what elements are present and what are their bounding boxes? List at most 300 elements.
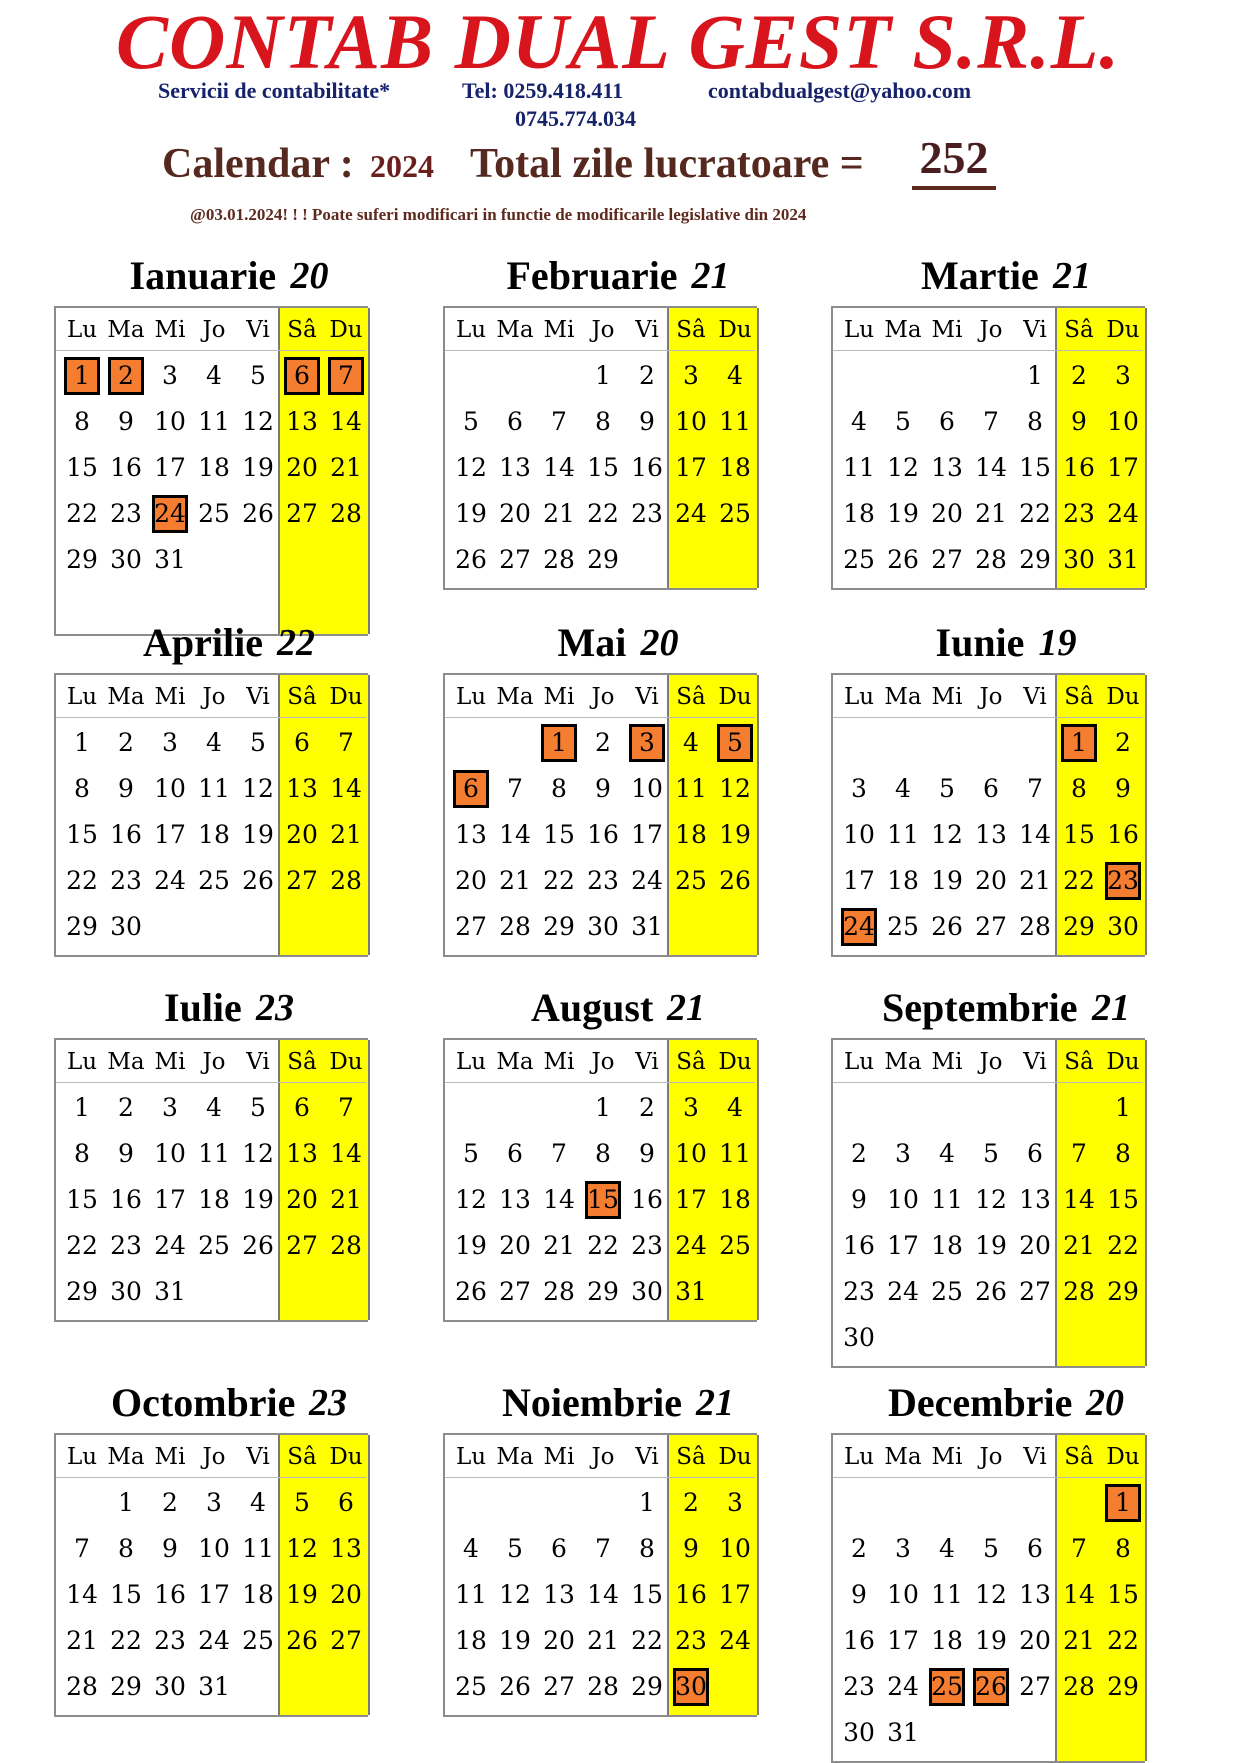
day-cell: 8 [595,1139,611,1168]
day-cell: 12 [455,1185,487,1214]
day-cell: 27 [499,545,531,574]
phone2-text: 0745.774.034 [515,106,636,131]
weekday-header: Jo [591,684,615,710]
day-cell: 18 [242,1580,274,1609]
day-cell: 13 [543,1580,575,1609]
weekday-header: Du [329,684,363,710]
weekday-header: Vi [246,684,270,710]
header-divider [833,717,1143,718]
day-cell: 25 [675,866,707,895]
day-cell: 29 [543,912,575,941]
weekday-header: Mi [931,684,963,710]
day-cell: 18 [198,820,230,849]
weekday-header: Jo [979,1444,1003,1470]
weekday-header: Du [329,1444,363,1470]
day-cell: 30 [631,1277,663,1306]
day-cell: 5 [983,1534,999,1563]
day-cell: 18 [719,1185,751,1214]
day-cell: 4 [250,1488,266,1517]
day-cell: 7 [1071,1534,1087,1563]
weekday-header: Lu [455,1444,487,1470]
day-cell: 22 [587,1231,619,1260]
day-cell: 6 [338,1488,354,1517]
day-cell: 16 [843,1626,875,1655]
weekday-header: Mi [154,684,186,710]
day-cell: 28 [330,1231,362,1260]
day-cell: 9 [118,407,134,436]
weekday-header: Ma [107,1444,145,1470]
header-divider [56,1477,366,1478]
day-cell: 18 [887,866,919,895]
day-cell: 13 [1019,1580,1051,1609]
weekday-header: Jo [202,1049,226,1075]
day-cell: 27 [286,1231,318,1260]
day-cell: 29 [587,545,619,574]
day-cell: 2 [1071,361,1087,390]
day-cell: 19 [242,1185,274,1214]
holiday-day: 6 [463,774,479,803]
day-cell: 16 [1107,820,1139,849]
day-cell: 24 [1107,499,1139,528]
day-cell: 4 [939,1534,955,1563]
phone-text: Tel: 0259.418.411 [462,78,624,103]
holiday-day: 15 [587,1185,619,1214]
weekday-header: Jo [591,317,615,343]
day-cell: 19 [975,1231,1007,1260]
weekday-header: Ma [107,317,145,343]
day-cell: 2 [118,728,134,757]
day-cell: 4 [463,1534,479,1563]
day-cell: 29 [66,545,98,574]
day-cell: 4 [206,361,222,390]
day-cell: 17 [1107,453,1139,482]
day-cell: 16 [631,1185,663,1214]
day-cell: 19 [242,453,274,482]
day-cell: 4 [939,1139,955,1168]
day-cell: 3 [851,774,867,803]
day-cell: 17 [154,1185,186,1214]
weekday-header: Ma [884,317,922,343]
day-cell: 17 [631,820,663,849]
holiday-day: 1 [74,361,90,390]
weekday-header: Mi [543,1444,575,1470]
header-divider [833,1477,1143,1478]
day-cell: 5 [895,407,911,436]
day-cell: 24 [887,1672,919,1701]
day-cell: 11 [198,774,230,803]
day-cell: 26 [719,866,751,895]
day-cell: 28 [543,545,575,574]
day-cell: 16 [1063,453,1095,482]
day-cell: 14 [543,1185,575,1214]
day-cell: 24 [154,866,186,895]
day-cell: 9 [1115,774,1131,803]
month-workday-count: 20 [1086,1382,1124,1424]
month-title: Mai [557,620,627,665]
day-cell: 8 [1115,1534,1131,1563]
day-cell: 15 [1063,820,1095,849]
weekday-header: Lu [66,684,98,710]
day-cell: 12 [242,1139,274,1168]
day-cell: 16 [110,1185,142,1214]
day-cell: 19 [931,866,963,895]
day-cell: 13 [1019,1185,1051,1214]
day-cell: 20 [286,820,318,849]
weekday-header: Du [718,317,752,343]
month-table [54,673,368,957]
day-cell: 19 [499,1626,531,1655]
day-cell: 9 [851,1580,867,1609]
day-cell: 4 [727,1093,743,1122]
month-title: Septembrie [882,985,1078,1030]
month-table [54,306,368,636]
day-cell: 14 [1063,1185,1095,1214]
weekday-header: Sâ [1064,1444,1094,1470]
day-cell: 14 [543,453,575,482]
day-cell: 20 [286,1185,318,1214]
day-cell: 20 [1019,1231,1051,1260]
weekday-header: Ma [107,684,145,710]
weekday-header: Ma [496,1444,534,1470]
day-cell: 24 [198,1626,230,1655]
day-cell: 18 [843,499,875,528]
day-cell: 1 [74,1093,90,1122]
day-cell: 23 [110,499,142,528]
day-cell: 29 [110,1672,142,1701]
weekday-header: Jo [202,317,226,343]
weekday-header: Mi [931,1049,963,1075]
email-text: contabdualgest@yahoo.com [708,78,972,103]
day-cell: 16 [110,453,142,482]
day-cell: 30 [110,912,142,941]
weekday-header: Jo [202,684,226,710]
weekday-header: Jo [979,684,1003,710]
day-cell: 17 [154,453,186,482]
day-cell: 8 [74,1139,90,1168]
day-cell: 18 [198,1185,230,1214]
weekday-header: Du [718,684,752,710]
day-cell: 13 [286,774,318,803]
day-cell: 7 [551,1139,567,1168]
day-cell: 24 [675,1231,707,1260]
day-cell: 17 [154,820,186,849]
day-cell: 23 [110,866,142,895]
day-cell: 13 [975,820,1007,849]
day-cell: 18 [198,453,230,482]
day-cell: 2 [851,1139,867,1168]
weekday-header: Vi [1023,317,1047,343]
services-text: Servicii de contabilitate* [158,78,391,103]
month-workday-count: 21 [667,987,705,1029]
day-cell: 10 [675,407,707,436]
day-cell: 20 [931,499,963,528]
day-cell: 20 [975,866,1007,895]
header-divider [445,350,755,351]
weekday-header: Du [1106,1444,1140,1470]
day-cell: 10 [675,1139,707,1168]
day-cell: 29 [1019,545,1051,574]
day-cell: 10 [154,407,186,436]
weekday-header: Sâ [676,684,706,710]
day-cell: 27 [330,1626,362,1655]
day-cell: 1 [595,1093,611,1122]
weekday-header: Ma [496,1049,534,1075]
weekday-header: Jo [591,1444,615,1470]
day-cell: 10 [154,774,186,803]
day-cell: 18 [455,1626,487,1655]
day-cell: 28 [499,912,531,941]
day-cell: 27 [455,912,487,941]
day-cell: 22 [1107,1626,1139,1655]
day-cell: 31 [154,545,186,574]
day-cell: 19 [455,1231,487,1260]
day-cell: 7 [74,1534,90,1563]
weekday-header: Lu [843,684,875,710]
weekday-header: Vi [1023,1444,1047,1470]
day-cell: 18 [931,1231,963,1260]
day-cell: 14 [66,1580,98,1609]
day-cell: 18 [931,1626,963,1655]
day-cell: 6 [1027,1139,1043,1168]
weekday-header: Vi [1023,1049,1047,1075]
day-cell: 21 [1063,1626,1095,1655]
month-workday-count: 21 [1092,987,1130,1029]
day-cell: 17 [887,1626,919,1655]
day-cell: 21 [330,820,362,849]
month-table [443,1433,757,1717]
day-cell: 5 [250,361,266,390]
header-divider [833,1082,1143,1083]
day-cell: 23 [587,866,619,895]
day-cell: 5 [463,407,479,436]
day-cell: 4 [895,774,911,803]
day-cell: 12 [975,1185,1007,1214]
day-cell: 26 [455,1277,487,1306]
day-cell: 28 [587,1672,619,1701]
weekday-header: Jo [591,1049,615,1075]
day-cell: 12 [719,774,751,803]
day-cell: 3 [1115,361,1131,390]
day-cell: 10 [154,1139,186,1168]
weekday-header: Du [1106,684,1140,710]
day-cell: 5 [983,1139,999,1168]
day-cell: 22 [66,499,98,528]
day-cell: 6 [507,407,523,436]
day-cell: 16 [843,1231,875,1260]
day-cell: 27 [931,545,963,574]
day-cell: 24 [675,499,707,528]
day-cell: 27 [499,1277,531,1306]
day-cell: 30 [1063,545,1095,574]
day-cell: 13 [286,407,318,436]
total-value: 252 [912,130,996,190]
weekday-header: Lu [66,317,98,343]
day-cell: 11 [843,453,875,482]
day-cell: 27 [543,1672,575,1701]
day-cell: 19 [286,1580,318,1609]
month-table [443,306,757,590]
day-cell: 21 [1063,1231,1095,1260]
weekday-header: Vi [635,684,659,710]
company-name: CONTAB DUAL GEST S.R.L. [116,0,1120,85]
day-cell: 8 [1027,407,1043,436]
day-cell: 31 [887,1718,919,1747]
notice-text: @03.01.2024! ! ! Poate suferi modificari in functie de modificarile legislative din 2024 [190,205,807,224]
day-cell: 10 [198,1534,230,1563]
day-cell: 3 [162,1093,178,1122]
day-cell: 22 [587,499,619,528]
month-title: Iunie [935,620,1025,665]
month-table [443,1038,757,1322]
day-cell: 28 [1019,912,1051,941]
day-cell: 26 [242,499,274,528]
day-cell: 9 [1071,407,1087,436]
day-cell: 17 [719,1580,751,1609]
day-cell: 12 [931,820,963,849]
holiday-day: 1 [1071,728,1087,757]
weekday-header: Sâ [287,1049,317,1075]
day-cell: 23 [843,1277,875,1306]
day-cell: 15 [1107,1580,1139,1609]
day-cell: 5 [939,774,955,803]
holiday-day: 24 [843,912,875,941]
holiday-day: 1 [551,728,567,757]
month-table [443,673,757,957]
day-cell: 11 [887,820,919,849]
holiday-day: 6 [294,361,310,390]
day-cell: 27 [975,912,1007,941]
day-cell: 10 [887,1580,919,1609]
day-cell: 10 [887,1185,919,1214]
day-cell: 11 [719,1139,751,1168]
day-cell: 5 [463,1139,479,1168]
header [0,0,1236,240]
day-cell: 26 [286,1626,318,1655]
day-cell: 10 [631,774,663,803]
day-cell: 17 [675,1185,707,1214]
holiday-day: 5 [727,728,743,757]
month-workday-count: 21 [696,1382,734,1424]
day-cell: 25 [843,545,875,574]
day-cell: 23 [110,1231,142,1260]
weekday-header: Sâ [287,1444,317,1470]
weekday-header: Du [1106,317,1140,343]
day-cell: 2 [851,1534,867,1563]
day-cell: 3 [683,1093,699,1122]
weekday-header: Lu [66,1444,98,1470]
day-cell: 29 [1107,1672,1139,1701]
day-cell: 3 [895,1139,911,1168]
weekday-header: Du [329,317,363,343]
day-cell: 2 [162,1488,178,1517]
weekday-header: Ma [884,684,922,710]
day-cell: 17 [675,453,707,482]
day-cell: 15 [631,1580,663,1609]
day-cell: 11 [719,407,751,436]
day-cell: 3 [162,361,178,390]
day-cell: 21 [975,499,1007,528]
day-cell: 9 [595,774,611,803]
header-divider [56,350,366,351]
day-cell: 26 [887,545,919,574]
day-cell: 6 [1027,1534,1043,1563]
day-cell: 11 [455,1580,487,1609]
calendar-label: Calendar : [162,141,354,187]
holiday-day: 26 [975,1672,1007,1701]
header-divider [445,1477,755,1478]
day-cell: 17 [843,866,875,895]
day-cell: 28 [1063,1672,1095,1701]
day-cell: 21 [499,866,531,895]
weekday-header: Vi [1023,684,1047,710]
month-workday-count: 21 [1053,255,1091,297]
day-cell: 1 [595,361,611,390]
day-cell: 12 [286,1534,318,1563]
day-cell: 14 [330,407,362,436]
day-cell: 30 [587,912,619,941]
weekday-header: Jo [979,1049,1003,1075]
day-cell: 25 [242,1626,274,1655]
month-workday-count: 21 [691,255,730,297]
day-cell: 27 [286,499,318,528]
day-cell: 5 [250,728,266,757]
day-cell: 5 [507,1534,523,1563]
day-cell: 15 [1107,1185,1139,1214]
day-cell: 12 [242,407,274,436]
month-title: Ianuarie [129,253,277,298]
day-cell: 3 [206,1488,222,1517]
day-cell: 25 [887,912,919,941]
day-cell: 13 [286,1139,318,1168]
day-cell: 27 [1019,1277,1051,1306]
day-cell: 29 [66,1277,98,1306]
day-cell: 10 [843,820,875,849]
day-cell: 19 [242,820,274,849]
day-cell: 22 [66,1231,98,1260]
day-cell: 12 [242,774,274,803]
day-cell: 7 [507,774,523,803]
day-cell: 15 [66,1185,98,1214]
day-cell: 30 [1107,912,1139,941]
day-cell: 22 [543,866,575,895]
day-cell: 16 [110,820,142,849]
weekday-header: Vi [635,1049,659,1075]
day-cell: 23 [631,1231,663,1260]
day-cell: 2 [595,728,611,757]
day-cell: 25 [198,499,230,528]
day-cell: 20 [499,1231,531,1260]
day-cell: 2 [639,1093,655,1122]
day-cell: 23 [154,1626,186,1655]
day-cell: 6 [983,774,999,803]
day-cell: 6 [507,1139,523,1168]
day-cell: 31 [631,912,663,941]
day-cell: 17 [198,1580,230,1609]
month-title: Februarie [506,253,678,298]
day-cell: 1 [1027,361,1043,390]
weekday-header: Lu [455,684,487,710]
weekday-header: Lu [843,317,875,343]
day-cell: 20 [499,499,531,528]
weekday-header: Ma [496,317,534,343]
day-cell: 29 [66,912,98,941]
day-cell: 31 [1107,545,1139,574]
day-cell: 14 [1019,820,1051,849]
weekday-header: Lu [66,1049,98,1075]
header-divider [56,717,366,718]
day-cell: 26 [242,866,274,895]
month-workday-count: 23 [256,987,294,1029]
